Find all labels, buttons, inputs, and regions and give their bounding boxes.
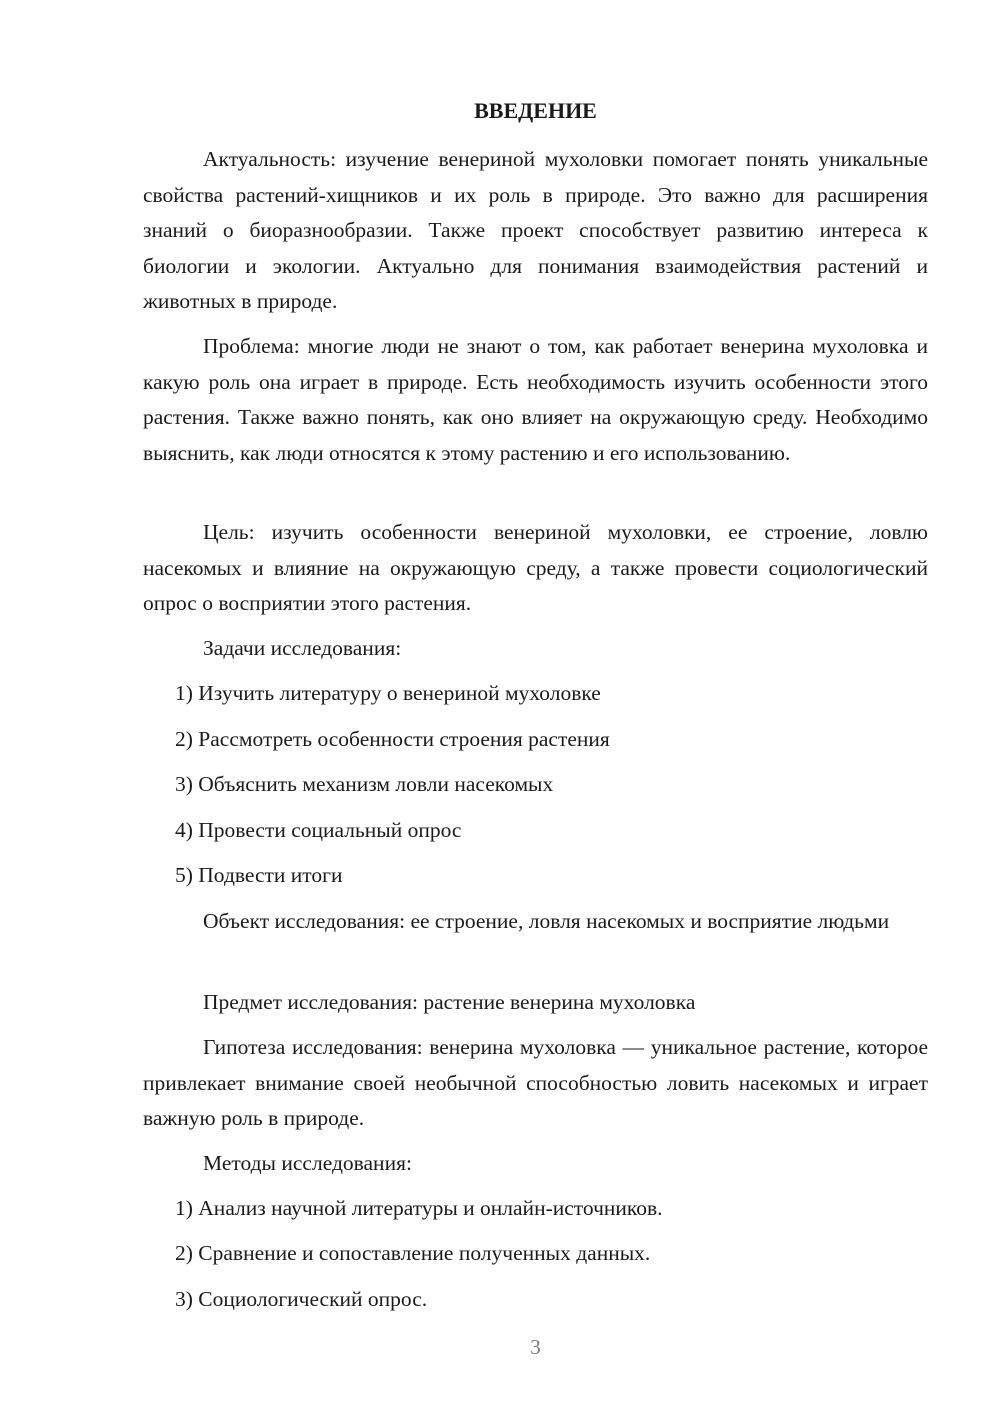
task-item-2: 2) Рассмотреть особенности строения растения [175, 727, 610, 751]
goal-paragraph: Цель: изучить особенности венериной мухоловки, ее строение, ловлю насекомых и влияние на окружающую среду, а также провести социологический опрос о восприятии этого растения. [143, 520, 928, 615]
problem-paragraph: Проблема: многие люди не знают о том, как работает венерина мухоловка и какую роль она играет в природе. Есть необходимость изучить особенности этого растения. Также важно понять, как оно влияет на окружающую среду. Необходимо выяснить, как люди относятся к этому растению и его использованию. [143, 334, 928, 465]
method-item-3: 3) Социологический опрос. [175, 1287, 428, 1311]
page-number: 3 [530, 1335, 541, 1359]
task-item-3: 3) Объяснить механизм ловли насекомых [175, 772, 554, 796]
task-item-5: 5) Подвести итоги [175, 863, 343, 887]
section-title: ВВЕДЕНИЕ [474, 98, 597, 123]
object-paragraph: Объект исследования: ее строение, ловля насекомых и восприятие людьми [203, 909, 890, 933]
method-item-2: 2) Сравнение и сопоставление полученных данных. [175, 1241, 651, 1265]
task-item-1: 1) Изучить литературу о венериной мухоловке [175, 681, 601, 705]
task-item-4: 4) Провести социальный опрос [175, 818, 462, 842]
relevance-paragraph: Актуальность: изучение венериной мухоловки помогает понять уникальные свойства растений-хищников и их роль в природе. Это важно для расширения знаний о биоразнообразии. Также проект способствует развитию интереса к биологии и экологии. Актуально для понимания взаимодействия растений и животных в природе. [143, 147, 928, 313]
subject-paragraph: Предмет исследования: растение венерина мухоловка [203, 990, 696, 1014]
methods-heading: Методы исследования: [203, 1151, 412, 1175]
tasks-heading: Задачи исследования: [203, 636, 402, 660]
hypothesis-paragraph: Гипотеза исследования: венерина мухоловка — уникальное растение, которое привлекает внимание своей необычной способностью ловить насекомых и играет важную роль в природе. [143, 1035, 928, 1130]
document-page [143, 0, 928, 1414]
method-item-1: 1) Анализ научной литературы и онлайн-источников. [175, 1196, 663, 1220]
